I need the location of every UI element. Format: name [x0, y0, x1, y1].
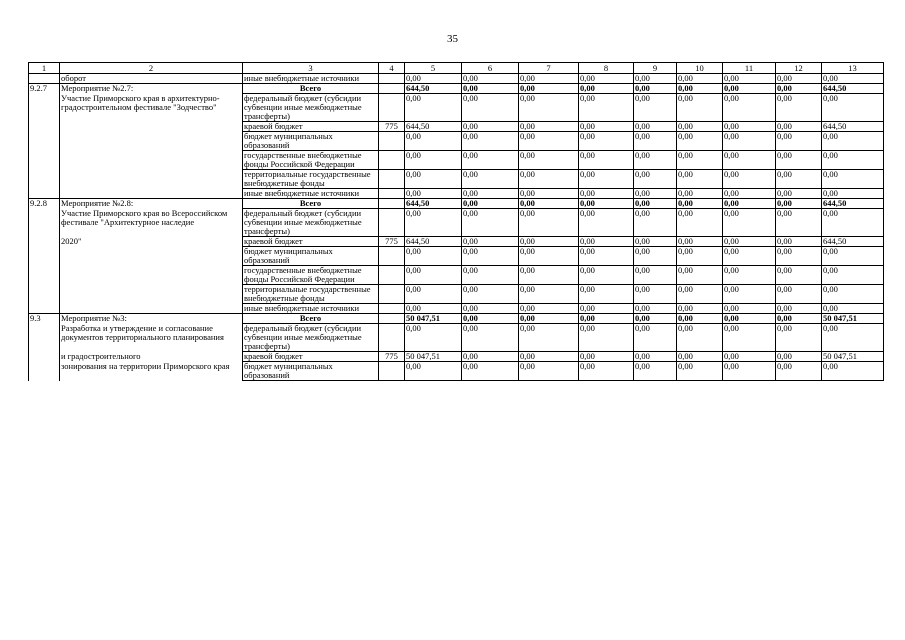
amount-cell: 0,00 — [822, 285, 884, 304]
amount-cell: 0,00 — [723, 84, 776, 94]
column-number-cell: 3 — [243, 63, 379, 74]
row-id-cell — [29, 352, 60, 362]
row-id-cell — [29, 122, 60, 132]
amount-cell: 0,00 — [634, 209, 677, 237]
amount-cell: 0,00 — [462, 324, 519, 352]
row-id-cell — [29, 151, 60, 170]
amount-cell: 0,00 — [634, 170, 677, 189]
table-row — [29, 314, 884, 324]
grbs-code-cell: 775 — [379, 352, 405, 362]
event-name-cell: зонирования на территории Приморского края — [60, 362, 243, 381]
funding-source-cell: государственные внебюджетные фонды Российской Федерации — [243, 266, 379, 285]
amount-cell: 50 047,51 — [405, 314, 462, 324]
row-id-cell: 9.2.7 — [29, 84, 60, 94]
amount-cell: 0,00 — [723, 132, 776, 151]
funding-source-cell: федеральный бюджет (субсидии субвенции иные межбюджетные трансферты) — [243, 209, 379, 237]
funding-source-cell: краевой бюджет — [243, 237, 379, 247]
row-id-cell — [29, 170, 60, 189]
amount-cell: 0,00 — [822, 151, 884, 170]
amount-cell: 0,00 — [634, 122, 677, 132]
amount-cell: 0,00 — [579, 324, 634, 352]
amount-cell: 0,00 — [405, 170, 462, 189]
amount-cell: 0,00 — [634, 74, 677, 84]
amount-cell: 0,00 — [462, 209, 519, 237]
amount-cell: 0,00 — [776, 314, 822, 324]
amount-cell: 0,00 — [677, 122, 723, 132]
amount-cell: 0,00 — [776, 74, 822, 84]
grbs-code-cell — [379, 285, 405, 304]
amount-cell: 0,00 — [519, 247, 579, 266]
amount-cell: 0,00 — [462, 266, 519, 285]
amount-cell: 644,50 — [405, 237, 462, 247]
amount-cell: 0,00 — [519, 151, 579, 170]
row-id-cell — [29, 285, 60, 304]
event-name-cell: Разработка и утверждение и согласование документов территориального планирования — [60, 324, 243, 352]
table-row — [29, 362, 884, 381]
amount-cell: 0,00 — [462, 94, 519, 122]
grbs-code-cell: 775 — [379, 122, 405, 132]
table-row — [29, 84, 884, 94]
row-id-cell — [29, 304, 60, 314]
event-name-cell — [60, 304, 243, 314]
amount-cell: 0,00 — [776, 247, 822, 266]
amount-cell: 0,00 — [677, 84, 723, 94]
amount-cell: 0,00 — [405, 209, 462, 237]
amount-cell: 0,00 — [519, 122, 579, 132]
column-number-cell: 1 — [29, 63, 60, 74]
amount-cell: 644,50 — [822, 122, 884, 132]
row-id-cell — [29, 362, 60, 381]
funding-source-cell: Всего — [243, 84, 379, 94]
amount-cell: 0,00 — [677, 151, 723, 170]
amount-cell: 0,00 — [723, 189, 776, 199]
row-id-cell — [29, 189, 60, 199]
amount-cell: 0,00 — [579, 151, 634, 170]
amount-cell: 0,00 — [822, 324, 884, 352]
event-name-cell: Участие Приморского края во Всероссийском фестивале "Архитектурное наследие — [60, 209, 243, 237]
amount-cell: 0,00 — [405, 285, 462, 304]
amount-cell: 0,00 — [519, 362, 579, 381]
amount-cell: 0,00 — [519, 314, 579, 324]
table-row — [29, 352, 884, 362]
amount-cell: 0,00 — [677, 170, 723, 189]
grbs-code-cell — [379, 209, 405, 237]
amount-cell: 0,00 — [519, 170, 579, 189]
grbs-code-cell — [379, 314, 405, 324]
amount-cell: 0,00 — [579, 94, 634, 122]
amount-cell: 0,00 — [776, 362, 822, 381]
event-name-cell — [60, 132, 243, 151]
amount-cell: 0,00 — [405, 362, 462, 381]
row-id-cell — [29, 237, 60, 247]
amount-cell: 644,50 — [822, 237, 884, 247]
table-row — [29, 304, 884, 314]
amount-cell: 0,00 — [776, 94, 822, 122]
amount-cell: 0,00 — [579, 209, 634, 237]
grbs-code-cell — [379, 74, 405, 84]
amount-cell: 0,00 — [519, 285, 579, 304]
amount-cell: 0,00 — [677, 352, 723, 362]
row-id-cell: 9.3 — [29, 314, 60, 324]
table-row — [29, 199, 884, 209]
amount-cell: 0,00 — [462, 170, 519, 189]
funding-source-cell: иные внебюджетные источники — [243, 189, 379, 199]
amount-cell: 0,00 — [579, 362, 634, 381]
amount-cell: 50 047,51 — [405, 352, 462, 362]
column-number-cell: 7 — [519, 63, 579, 74]
amount-cell: 0,00 — [634, 84, 677, 94]
amount-cell: 0,00 — [634, 314, 677, 324]
amount-cell: 0,00 — [462, 122, 519, 132]
grbs-code-cell — [379, 132, 405, 151]
amount-cell: 0,00 — [579, 189, 634, 199]
amount-cell: 0,00 — [822, 209, 884, 237]
row-id-cell — [29, 266, 60, 285]
funding-source-cell: территориальные государственные внебюджетные фонды — [243, 170, 379, 189]
page-number: 35 — [447, 33, 458, 45]
amount-cell: 0,00 — [579, 352, 634, 362]
event-name-cell — [60, 247, 243, 266]
table-row — [29, 324, 884, 352]
amount-cell: 0,00 — [579, 122, 634, 132]
amount-cell: 0,00 — [519, 199, 579, 209]
amount-cell: 0,00 — [776, 189, 822, 199]
amount-cell: 0,00 — [405, 94, 462, 122]
column-number-cell: 11 — [723, 63, 776, 74]
amount-cell: 0,00 — [677, 362, 723, 381]
amount-cell: 0,00 — [822, 362, 884, 381]
amount-cell: 0,00 — [462, 304, 519, 314]
grbs-code-cell — [379, 151, 405, 170]
amount-cell: 0,00 — [776, 352, 822, 362]
table-row — [29, 237, 884, 247]
row-id-cell — [29, 247, 60, 266]
amount-cell: 0,00 — [634, 132, 677, 151]
grbs-code-cell — [379, 199, 405, 209]
event-name-cell: Мероприятие №3: — [60, 314, 243, 324]
column-number-cell: 5 — [405, 63, 462, 74]
amount-cell: 0,00 — [677, 94, 723, 122]
amount-cell: 0,00 — [634, 94, 677, 122]
table-row — [29, 74, 884, 84]
amount-cell: 0,00 — [405, 247, 462, 266]
event-name-cell — [60, 122, 243, 132]
column-number-row — [29, 63, 884, 74]
amount-cell: 0,00 — [519, 304, 579, 314]
event-name-cell: Участие Приморского края в архитектурно-градостроительном фестивале "Зодчество" — [60, 94, 243, 122]
amount-cell: 0,00 — [822, 94, 884, 122]
amount-cell: 0,00 — [776, 209, 822, 237]
amount-cell: 0,00 — [579, 74, 634, 84]
grbs-code-cell — [379, 304, 405, 314]
amount-cell: 0,00 — [677, 266, 723, 285]
column-number-cell: 8 — [579, 63, 634, 74]
row-id-cell: 9.2.8 — [29, 199, 60, 209]
amount-cell: 0,00 — [462, 132, 519, 151]
funding-source-cell: краевой бюджет — [243, 122, 379, 132]
event-name-cell: Мероприятие №2.8: — [60, 199, 243, 209]
grbs-code-cell — [379, 247, 405, 266]
amount-cell: 0,00 — [776, 122, 822, 132]
amount-cell: 0,00 — [405, 74, 462, 84]
amount-cell: 0,00 — [579, 314, 634, 324]
table-row — [29, 266, 884, 285]
funding-source-cell: бюджет муниципальных образований — [243, 247, 379, 266]
event-name-cell: 2020" — [60, 237, 243, 247]
grbs-code-cell: 775 — [379, 237, 405, 247]
amount-cell: 0,00 — [462, 285, 519, 304]
amount-cell: 0,00 — [822, 189, 884, 199]
row-id-cell — [29, 209, 60, 237]
row-id-cell — [29, 324, 60, 352]
event-name-cell: и градостроительного — [60, 352, 243, 362]
row-id-cell — [29, 94, 60, 122]
amount-cell: 0,00 — [519, 94, 579, 122]
amount-cell: 0,00 — [579, 266, 634, 285]
amount-cell: 0,00 — [405, 132, 462, 151]
amount-cell: 0,00 — [822, 247, 884, 266]
funding-source-cell: государственные внебюджетные фонды Российской Федерации — [243, 151, 379, 170]
table-row — [29, 247, 884, 266]
amount-cell: 0,00 — [462, 189, 519, 199]
amount-cell: 0,00 — [677, 324, 723, 352]
amount-cell: 0,00 — [634, 352, 677, 362]
table-row — [29, 132, 884, 151]
grbs-code-cell — [379, 94, 405, 122]
amount-cell: 0,00 — [519, 74, 579, 84]
amount-cell: 0,00 — [462, 314, 519, 324]
amount-cell: 0,00 — [519, 324, 579, 352]
amount-cell: 0,00 — [723, 237, 776, 247]
amount-cell: 644,50 — [822, 84, 884, 94]
funding-source-cell: федеральный бюджет (субсидии субвенции иные межбюджетные трансферты) — [243, 324, 379, 352]
amount-cell: 0,00 — [579, 170, 634, 189]
amount-cell: 0,00 — [677, 247, 723, 266]
amount-cell: 0,00 — [776, 199, 822, 209]
amount-cell: 0,00 — [462, 247, 519, 266]
amount-cell: 0,00 — [634, 285, 677, 304]
amount-cell: 0,00 — [579, 304, 634, 314]
amount-cell: 0,00 — [723, 304, 776, 314]
amount-cell: 0,00 — [462, 84, 519, 94]
amount-cell: 0,00 — [519, 84, 579, 94]
amount-cell: 0,00 — [405, 189, 462, 199]
amount-cell: 0,00 — [822, 170, 884, 189]
amount-cell: 0,00 — [405, 304, 462, 314]
amount-cell: 644,50 — [405, 199, 462, 209]
amount-cell: 0,00 — [677, 304, 723, 314]
funding-source-cell: бюджет муниципальных образований — [243, 362, 379, 381]
amount-cell: 50 047,51 — [822, 314, 884, 324]
amount-cell: 0,00 — [723, 199, 776, 209]
amount-cell: 0,00 — [462, 151, 519, 170]
amount-cell: 0,00 — [723, 352, 776, 362]
amount-cell: 0,00 — [405, 151, 462, 170]
row-id-cell — [29, 74, 60, 84]
amount-cell: 0,00 — [723, 170, 776, 189]
amount-cell: 0,00 — [776, 84, 822, 94]
amount-cell: 0,00 — [519, 209, 579, 237]
funding-source-cell: федеральный бюджет (субсидии субвенции иные межбюджетные трансферты) — [243, 94, 379, 122]
amount-cell: 0,00 — [677, 132, 723, 151]
amount-cell: 0,00 — [723, 74, 776, 84]
amount-cell: 0,00 — [723, 285, 776, 304]
amount-cell: 0,00 — [462, 362, 519, 381]
table-row — [29, 209, 884, 237]
amount-cell: 0,00 — [579, 285, 634, 304]
amount-cell: 0,00 — [776, 170, 822, 189]
amount-cell: 0,00 — [677, 314, 723, 324]
amount-cell: 0,00 — [634, 247, 677, 266]
column-number-cell: 13 — [822, 63, 884, 74]
amount-cell: 0,00 — [579, 132, 634, 151]
event-name-cell: оборот — [60, 74, 243, 84]
amount-cell: 0,00 — [723, 94, 776, 122]
amount-cell: 0,00 — [462, 237, 519, 247]
event-name-cell — [60, 285, 243, 304]
table-row — [29, 189, 884, 199]
column-number-cell: 2 — [60, 63, 243, 74]
amount-cell: 0,00 — [723, 209, 776, 237]
amount-cell: 0,00 — [462, 74, 519, 84]
amount-cell: 0,00 — [822, 132, 884, 151]
event-name-cell — [60, 189, 243, 199]
amount-cell: 0,00 — [822, 266, 884, 285]
funding-source-cell: иные внебюджетные источники — [243, 304, 379, 314]
amount-cell: 0,00 — [822, 74, 884, 84]
grbs-code-cell — [379, 170, 405, 189]
amount-cell: 0,00 — [776, 237, 822, 247]
amount-cell: 0,00 — [723, 362, 776, 381]
amount-cell: 0,00 — [634, 324, 677, 352]
table-row — [29, 170, 884, 189]
amount-cell: 0,00 — [634, 151, 677, 170]
amount-cell: 0,00 — [776, 285, 822, 304]
amount-cell: 0,00 — [723, 324, 776, 352]
funding-source-cell: иные внебюджетные источники — [243, 74, 379, 84]
amount-cell: 0,00 — [723, 122, 776, 132]
amount-cell: 0,00 — [677, 199, 723, 209]
amount-cell: 0,00 — [723, 266, 776, 285]
funding-source-cell: территориальные государственные внебюджетные фонды — [243, 285, 379, 304]
column-number-cell: 4 — [379, 63, 405, 74]
column-number-cell: 10 — [677, 63, 723, 74]
amount-cell: 0,00 — [634, 304, 677, 314]
amount-cell: 0,00 — [723, 151, 776, 170]
amount-cell: 0,00 — [776, 266, 822, 285]
amount-cell: 0,00 — [462, 199, 519, 209]
column-number-cell: 12 — [776, 63, 822, 74]
grbs-code-cell — [379, 362, 405, 381]
event-name-cell — [60, 151, 243, 170]
amount-cell: 0,00 — [579, 237, 634, 247]
amount-cell: 0,00 — [519, 132, 579, 151]
amount-cell: 0,00 — [634, 237, 677, 247]
amount-cell: 0,00 — [579, 84, 634, 94]
amount-cell: 0,00 — [634, 266, 677, 285]
amount-cell: 644,50 — [405, 122, 462, 132]
column-number-cell: 9 — [634, 63, 677, 74]
amount-cell: 0,00 — [677, 285, 723, 304]
grbs-code-cell — [379, 324, 405, 352]
amount-cell: 0,00 — [677, 189, 723, 199]
amount-cell: 0,00 — [405, 266, 462, 285]
budget-table — [28, 62, 884, 381]
funding-source-cell: Всего — [243, 199, 379, 209]
amount-cell: 0,00 — [677, 237, 723, 247]
event-name-cell — [60, 170, 243, 189]
table-row — [29, 94, 884, 122]
amount-cell: 0,00 — [776, 151, 822, 170]
event-name-cell: Мероприятие №2.7: — [60, 84, 243, 94]
amount-cell: 0,00 — [634, 199, 677, 209]
amount-cell: 0,00 — [519, 237, 579, 247]
amount-cell: 0,00 — [776, 324, 822, 352]
table-row — [29, 122, 884, 132]
amount-cell: 0,00 — [723, 247, 776, 266]
amount-cell: 0,00 — [822, 304, 884, 314]
table-row — [29, 285, 884, 304]
amount-cell: 0,00 — [579, 247, 634, 266]
amount-cell: 0,00 — [677, 74, 723, 84]
grbs-code-cell — [379, 189, 405, 199]
funding-source-cell: Всего — [243, 314, 379, 324]
amount-cell: 0,00 — [677, 209, 723, 237]
amount-cell: 644,50 — [405, 84, 462, 94]
amount-cell: 644,50 — [822, 199, 884, 209]
grbs-code-cell — [379, 84, 405, 94]
amount-cell: 0,00 — [723, 314, 776, 324]
funding-source-cell: краевой бюджет — [243, 352, 379, 362]
event-name-cell — [60, 266, 243, 285]
amount-cell: 0,00 — [462, 352, 519, 362]
row-id-cell — [29, 132, 60, 151]
amount-cell: 0,00 — [579, 199, 634, 209]
amount-cell: 0,00 — [519, 266, 579, 285]
amount-cell: 0,00 — [519, 189, 579, 199]
funding-source-cell: бюджет муниципальных образований — [243, 132, 379, 151]
amount-cell: 0,00 — [634, 362, 677, 381]
amount-cell: 50 047,51 — [822, 352, 884, 362]
amount-cell: 0,00 — [776, 304, 822, 314]
amount-cell: 0,00 — [519, 352, 579, 362]
grbs-code-cell — [379, 266, 405, 285]
amount-cell: 0,00 — [776, 132, 822, 151]
amount-cell: 0,00 — [405, 324, 462, 352]
table-row — [29, 151, 884, 170]
column-number-cell: 6 — [462, 63, 519, 74]
amount-cell: 0,00 — [634, 189, 677, 199]
